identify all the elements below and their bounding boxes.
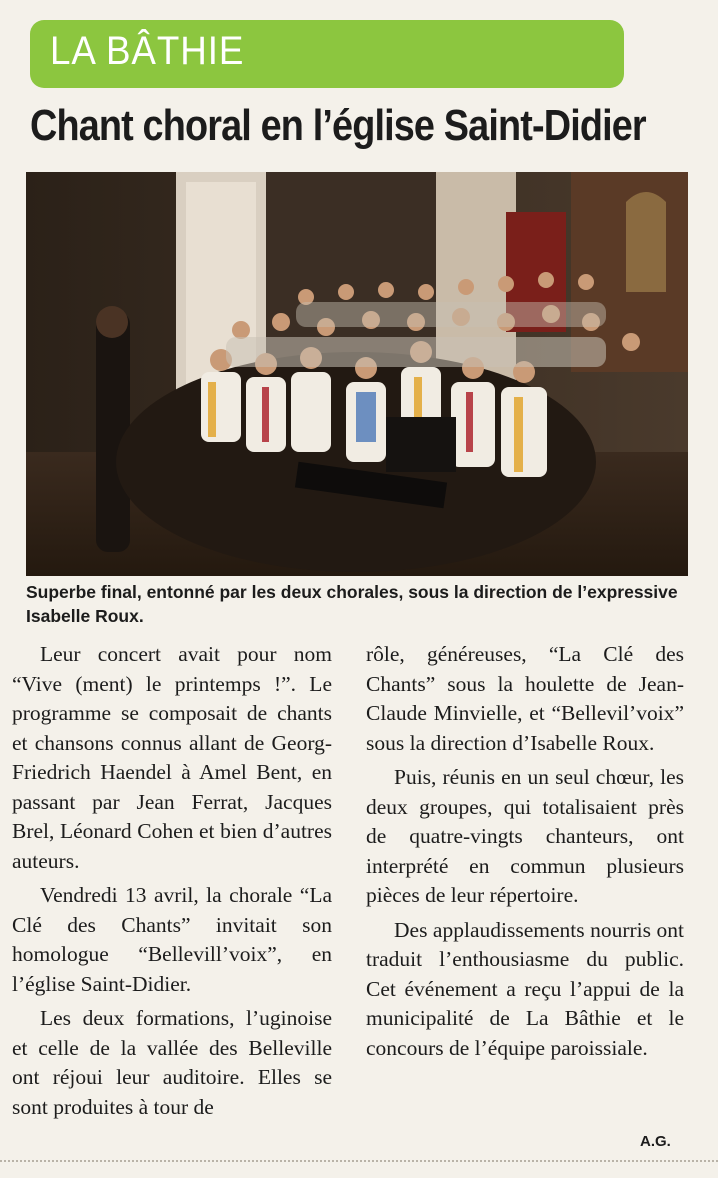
paragraph: Leur concert avait pour nom “Vive (ment) le printemps !”. Le programme se composait de chants et chansons connus allant de Georg-Friedrich Haendel à Amel Bent, en passant par Jean Ferrat, Jacques Brel, Léonard Cohen et bien d’autres auteurs. bbox=[12, 642, 332, 873]
paragraph: Des applaudissements nourris ont traduit l’enthousiasme du public. Cet événement a reçu l’appui de la municipalité de La Bâthie et le concours de l’équipe paroissiale. bbox=[366, 917, 684, 1060]
headline: Chant choral en l’église Saint-Didier bbox=[30, 101, 646, 150]
section-label: LA BÂTHIE bbox=[50, 29, 245, 73]
section-banner bbox=[30, 20, 624, 88]
article-column-left bbox=[12, 640, 332, 1127]
choir-photo bbox=[26, 172, 688, 576]
author-signature: A.G. bbox=[640, 1133, 671, 1150]
bottom-divider bbox=[0, 1160, 718, 1162]
article-column-right bbox=[366, 640, 684, 1068]
choir-photo-illustration bbox=[26, 172, 688, 576]
paragraph: Les deux formations, l’uginoise et celle de la vallée des Belleville ont réjoui leur auditoire. Elles se sont produites à tour de bbox=[12, 1006, 332, 1119]
paragraph: Vendredi 13 avril, la chorale “La Clé des Chants” invitait son homologue “Bellevill’voix”, en l’église Saint-Didier. bbox=[12, 883, 332, 996]
paragraph: rôle, généreuses, “La Clé des Chants” sous la houlette de Jean-Claude Minvielle, et “Bellevil’voix” sous la direction d’Isabelle Roux. bbox=[366, 642, 684, 755]
photo-caption: Superbe final, entonné par les deux chorales, sous la direction de l’expressive Isabelle Roux. bbox=[26, 582, 678, 626]
paragraph: Puis, réunis en un seul chœur, les deux groupes, qui totalisaient près de quatre-vingts chanteurs, ont interprété en commun plusieurs pièces de leur répertoire. bbox=[366, 765, 684, 907]
